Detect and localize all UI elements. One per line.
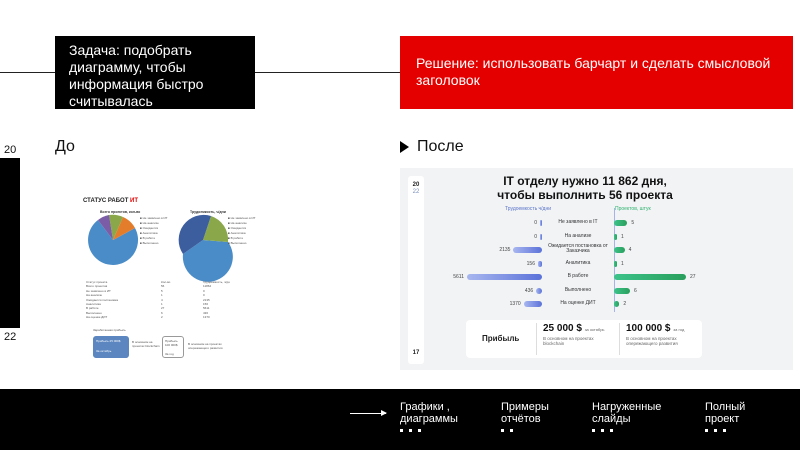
before-title-it: ИТ <box>130 198 139 204</box>
bar-effort <box>540 220 542 226</box>
bar-effort <box>536 288 542 294</box>
note-right: В основном на проектах опережающего развития <box>188 342 223 350</box>
category-label: Выполнено <box>564 286 592 293</box>
headline-line2: чтобы выполнить 56 проекта <box>497 188 673 202</box>
metric-yearly <box>619 323 711 355</box>
nav-dots <box>705 429 745 432</box>
blue-box-sub: За октябрь <box>96 349 112 353</box>
table-row: Не заявлено в ИТ 5 0 <box>86 288 205 293</box>
nav-item-charts[interactable]: Графики , диаграммы <box>400 401 458 432</box>
chart-row <box>400 259 793 269</box>
side-number-bottom: 22 <box>4 331 17 343</box>
metric-monthly <box>536 323 628 355</box>
bar-effort <box>540 234 542 240</box>
legend-left: Трудоемкость ч/дни <box>505 206 552 212</box>
value-projects: 1 <box>621 260 624 267</box>
value-projects: 2 <box>623 301 627 307</box>
arrow-right-icon <box>381 410 387 416</box>
nav-dots <box>501 429 549 432</box>
metric2-unit: за год <box>673 327 685 332</box>
pie1-legend: ■ Не заявлено в ИТ ■ На анализе ■ Ожидается ■ Аналитика ■ В работе ■ Выполнено <box>140 216 168 245</box>
solution-box <box>400 36 793 109</box>
side-number-top: 20 <box>4 144 17 156</box>
table-row: Выполнено 6 436 <box>86 310 209 315</box>
bar-projects <box>614 247 625 253</box>
value-effort: 0 <box>534 233 537 240</box>
legend-right: Проектов, штук <box>615 206 651 212</box>
chart-headline <box>470 174 700 202</box>
after-panel <box>400 168 793 370</box>
profit-blue-box <box>93 336 129 358</box>
value-projects: 4 <box>628 247 632 253</box>
solution-text: Решение: использовать барчарт и сделать смысловой заголовок <box>416 55 771 88</box>
bar-projects <box>614 261 617 267</box>
footer-nav <box>0 389 800 450</box>
task-text: Задача: подобрать диаграмму, чтобы информация быстро считывалась <box>69 42 204 109</box>
value-projects: 6 <box>634 287 637 294</box>
table-row: Всего проектов 56 11862 <box>86 284 212 289</box>
chart-row <box>400 232 793 242</box>
table-row: Статус проекта Кол-во Трудоемкость, ч/дн <box>86 280 230 284</box>
pie1-caption: Всего проектов, кол-во <box>100 210 141 214</box>
bar-projects <box>614 234 617 240</box>
category-label: В работе <box>567 273 589 279</box>
bottom-caption: Заработанная прибыль <box>93 328 126 332</box>
side-bar <box>0 158 20 328</box>
nav-dots <box>592 429 661 432</box>
bar-effort <box>467 274 542 280</box>
year-sidebar <box>408 176 424 364</box>
after-heading <box>400 138 464 156</box>
nav-item-slides[interactable]: Нагруженные слайды <box>592 401 661 432</box>
value-projects: 1 <box>621 233 624 240</box>
value-effort: 0 <box>534 220 537 226</box>
category-label: На оценке ДИТ <box>560 300 596 306</box>
profit-card <box>466 320 702 358</box>
pill-text: Прибыль 100 000$ <box>165 339 178 347</box>
chart-row <box>400 299 793 309</box>
blue-box-text: Прибыль 25 000$ <box>96 339 121 343</box>
year-bottom: 17 <box>412 350 420 356</box>
value-effort: 5611 <box>453 274 464 280</box>
bar-effort <box>513 247 542 253</box>
bar-projects <box>614 288 630 294</box>
table-row: На оценке ДИТ 2 1370 <box>86 315 210 320</box>
year-top: 20 <box>412 182 420 188</box>
table-row: Ожидается постановка 4 2135 <box>86 297 210 302</box>
metric2-desc1: В основном на проектах <box>626 336 677 341</box>
metric1-unit: за октябрь <box>584 327 605 332</box>
before-title-text: СТАТУС РАБОТ <box>83 198 131 204</box>
value-effort: 2135 <box>499 247 511 253</box>
chart-row <box>400 245 793 255</box>
headline-line1: IT отделу нужно 11 862 дня, <box>503 174 667 188</box>
chart-row <box>400 286 793 296</box>
value-projects: 27 <box>690 274 696 280</box>
pill-sub: За год <box>165 352 174 356</box>
profit-label: Прибыль <box>482 334 520 343</box>
note-mid: В основном на проектах blockchain <box>132 340 160 348</box>
bar-projects <box>614 301 619 307</box>
chart-row <box>400 218 793 228</box>
bar-effort <box>538 261 542 267</box>
year-mid: 22 <box>412 189 420 195</box>
before-thumbnail <box>78 192 278 362</box>
category-label: На анализе <box>564 232 592 239</box>
metric2-desc2: опережающего развития <box>626 341 678 346</box>
value-effort: 436 <box>524 287 534 294</box>
value-projects: 5 <box>631 220 635 226</box>
before-table <box>86 280 246 320</box>
table-row: Аналитика 1 156 <box>86 301 209 306</box>
table-row: В работе 27 5611 <box>86 306 210 311</box>
chart-row <box>400 272 793 282</box>
after-label: После <box>417 138 464 155</box>
pie2-legend: ■ Не заявлено в ИТ ■ На анализе ■ Ожидается ■ Аналитика ■ В работе ■ Выполнено <box>228 216 256 245</box>
metric1-desc2: blockchain <box>543 341 565 346</box>
category-label: Не заявлено в IT <box>558 219 598 225</box>
bar-projects <box>614 220 627 226</box>
value-effort: 1370 <box>509 301 521 307</box>
bar-effort <box>524 301 542 307</box>
profit-pill <box>162 336 184 358</box>
metric2-value: 100 000 $ <box>626 323 671 334</box>
play-icon <box>400 141 409 153</box>
pie2-caption: Трудоемкость, ч/дни <box>190 210 226 214</box>
value-effort: 156 <box>526 260 535 267</box>
category-label: Аналитика <box>565 259 591 266</box>
nav-item-reports[interactable]: Примеры отчётов <box>501 401 549 432</box>
metric1-desc1: В основном на проектах <box>543 336 594 341</box>
nav-item-project[interactable]: Полный проект <box>705 401 745 432</box>
bar-projects <box>614 274 686 280</box>
nav-dots <box>400 429 458 432</box>
table-row: На анализе 1 0 <box>86 293 205 298</box>
category-label: Ожидается постановка от Заказчика <box>548 243 608 254</box>
task-box <box>55 36 255 109</box>
metric1-value: 25 000 $ <box>543 323 582 334</box>
before-label: До <box>55 138 75 155</box>
